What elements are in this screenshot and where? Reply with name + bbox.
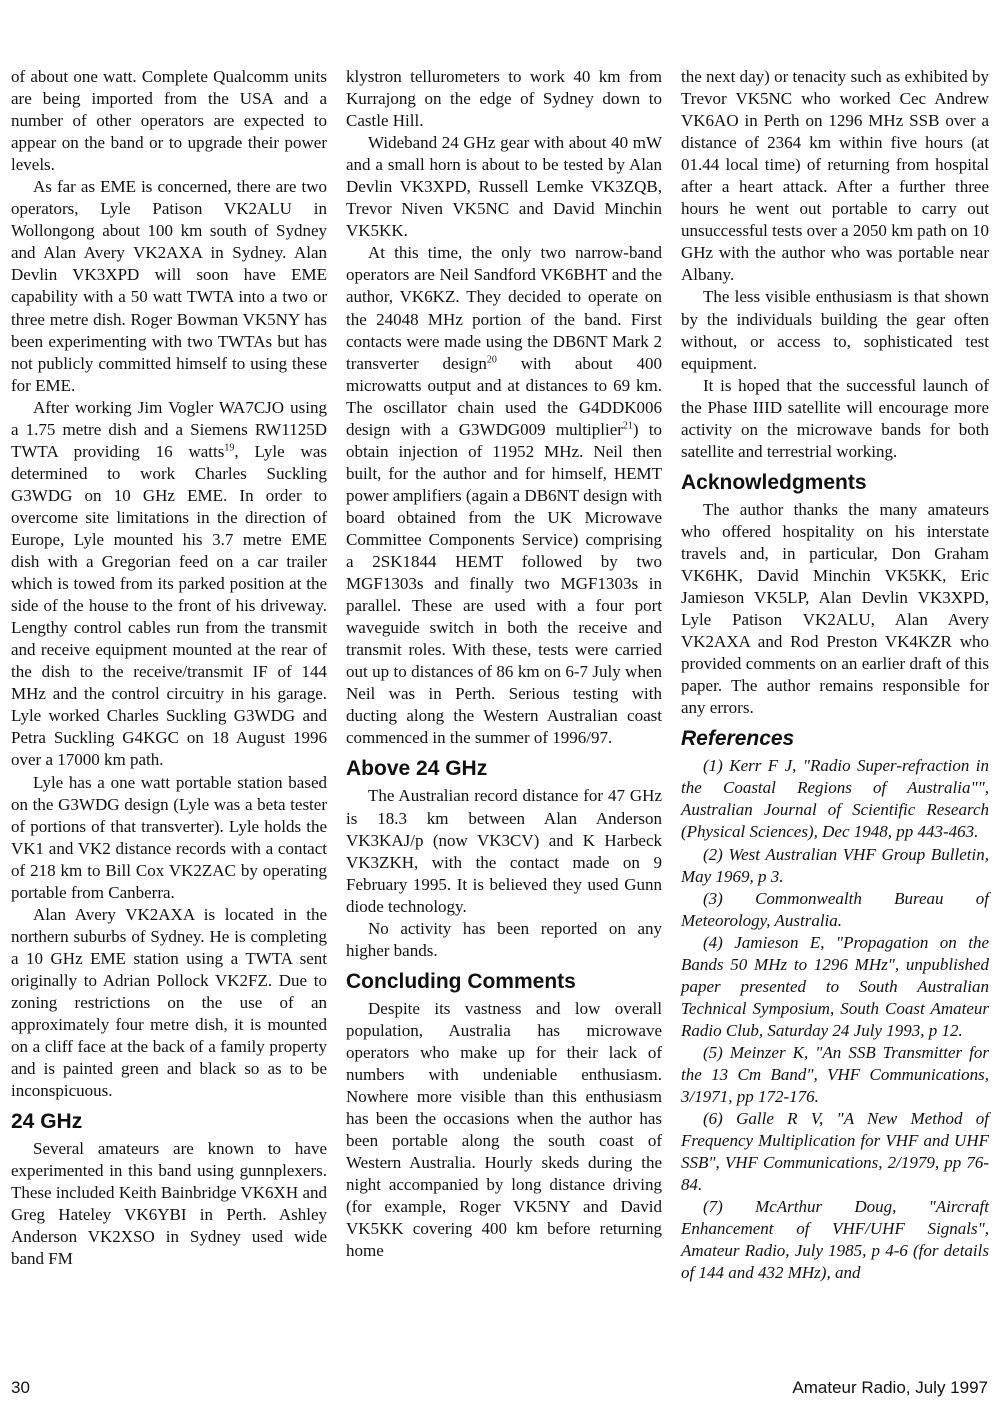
paragraph: Lyle has a one watt portable station based on the G3WDG design (Lyle was a beta tester of portions of that transverter). Lyle holds the VK1 and VK2 distance records with a contact of 218 km to Bill Cox VK2ZAC by operating portable from Canberra. bbox=[11, 772, 327, 902]
paragraph: The Australian record distance for 47 GHz is 18.3 km between Alan Anderson VK3KAJ/p (now VK3CV) and K Harbeck VK3ZKH, with the contact made on 9 February 1995. It is believed they used Gunn diode technology. bbox=[346, 786, 662, 916]
reference-item: (2) West Australian VHF Group Bulletin, May 1969, p 3. bbox=[681, 844, 989, 886]
text-run: , Lyle was determined to work Charles Suckling G3WDG on 10 GHz EME. In order to overcome site limitations in the direction of Europe, Lyle mounted his 3.7 metre EME dish with a Gregorian feed on a car trailer which is towed from its parked position at the side of the house to the front of his driveway. Lengthy control cables run from the transmit and receive equipment mounted at the rear of the dish to the receive/transmit IF of 144 MHz and the control circuitry in his garage. Lyle worked Charles Suckling G3WDG and Petra Suckling G4KGC on 18 August 1996 over a 17000 km path. bbox=[11, 441, 327, 770]
paragraph bbox=[346, 242, 662, 749]
page-number: 30 bbox=[11, 1378, 30, 1397]
section-heading: References bbox=[681, 727, 795, 751]
column-3 bbox=[681, 66, 989, 1284]
reference-item: (6) Galle R V, "A New Method of Frequency Multiplication for VHF and UHF SSB", VHF Communications, 2/1979, pp 76-84. bbox=[681, 1109, 989, 1195]
publication-info: Amateur Radio, July 1997 bbox=[792, 1378, 988, 1397]
paragraph: As far as EME is concerned, there are two operators, Lyle Patison VK2ALU in Wollongong about 100 km south of Sydney and Alan Avery VK2AXA in Sydney. Alan Devlin VK3XPD will soon have EME capability with a 50 watt TWTA into a two or three metre dish. Roger Bowman VK5NY has been experimenting with two TWTAs but has not publicly committed himself to using these for EME. bbox=[11, 177, 327, 395]
paragraph: of about one watt. Complete Qualcomm units are being imported from the USA and a number of other operators are expected to appear on the band or to upgrade their power levels. bbox=[11, 67, 327, 175]
paragraph: the next day) or tenacity such as exhibited by Trevor VK5NC who worked Cec Andrew VK6AO in Perth on 1296 MHz SSB over a distance of 2364 km within five hours (at 01.44 local time) of returning from hospital after a heart attack. After a further three hours he went out portable to carry out unsuccessful tests over a 2050 km path on 10 GHz with the author who was portable near Albany. bbox=[681, 67, 989, 285]
paragraph bbox=[11, 397, 327, 772]
section-heading: Acknowledgments bbox=[681, 470, 867, 494]
paragraph: No activity has been reported on any higher bands. bbox=[346, 918, 662, 960]
column-2 bbox=[346, 66, 662, 1262]
paragraph: Despite its vastness and low overall population, Australia has microwave operators who make up for their lack of numbers with undeniable enthusiasm. Nowhere more visible than this enthusiasm has been the occasions when the author has been portable along the south coast of Western Australia. Hourly skeds during the night accompanied by long distance driving (for example, Roger VK5NY and David VK5KK covering 400 km before returning home bbox=[346, 998, 662, 1261]
reference-item: (1) Kerr F J, "Radio Super-refraction in the Coastal Regions of Australia"", Australian Journal of Scientific Research (Physical Sciences), Dec 1948, pp 443-463. bbox=[681, 756, 989, 842]
section-heading: Concluding Comments bbox=[346, 969, 576, 993]
paragraph: Alan Avery VK2AXA is located in the northern suburbs of Sydney. He is completing a 10 GHz EME station using a TWTA sent originally to Adrian Pollock VK2FZ. Due to zoning restrictions on the use of an approximately four metre dish, it is mounted on a cliff face at the back of a family property and is painted green and black so as to be inconspicuous. bbox=[11, 904, 327, 1101]
text-run: At this time, the only two narrow-band operators are Neil Sandford VK6BHT and the author, VK6KZ. They decided to operate on the 24048 MHz portion of the band. First contacts were made using the DB6NT Mark 2 transverter design bbox=[346, 243, 662, 373]
reference-item: (5) Meinzer K, "An SSB Transmitter for the 13 Cm Band", VHF Communications, 3/1971, pp 172-176. bbox=[681, 1042, 989, 1107]
paragraph: klystron tellurometers to work 40 km from Kurrajong on the edge of Sydney down to Castle Hill. bbox=[346, 67, 662, 131]
footnote-ref: 19 bbox=[224, 442, 235, 454]
section-heading: 24 GHz bbox=[11, 1110, 83, 1134]
paragraph: Wideband 24 GHz gear with about 40 mW and a small horn is about to be tested by Alan Devlin VK3XPD, Russell Lemke VK3ZQB, Trevor Niven VK5NC and David Minchin VK5KK. bbox=[346, 133, 662, 241]
column-1 bbox=[11, 66, 327, 1270]
paragraph: The author thanks the many amateurs who offered hospitality on his interstate travels and, in particular, Don Graham VK6HK, David Minchin VK5KK, Eric Jamieson VK5LP, Alan Devlin VK3XPD, Lyle Patison VK2ALU, Alan Avery VK2AXA and Rod Preston VK4KZR who provided comments on an earlier draft of this paper. The author remains responsible for any errors. bbox=[681, 499, 989, 718]
footnote-ref: 21 bbox=[622, 420, 633, 432]
text-run: After working Jim Vogler WA7CJO using a 1.75 metre dish and a Siemens RW1125D TWTA providing 16 watts bbox=[11, 397, 327, 461]
reference-item: (7) McArthur Doug, "Aircraft Enhancement of VHF/UHF Signals", Amateur Radio, July 1985, p 4-6 (for details of 144 and 432 MHz), and bbox=[681, 1197, 989, 1283]
paragraph: It is hoped that the successful launch of the Phase IIID satellite will encourage more activity on the microwave bands for both satellite and terrestrial working. bbox=[681, 375, 989, 461]
paragraph: The less visible enthusiasm is that shown by the individuals building the gear often without, or access to, sophisticated test equipment. bbox=[681, 287, 989, 373]
paragraph: Several amateurs are known to have experimented in this band using gunnplexers. These included Keith Bainbridge VK6XH and Greg Hateley VK6YBI in Perth. Ashley Anderson VK2XSO in Sydney used wide band FM bbox=[11, 1139, 327, 1269]
reference-item: (4) Jamieson E, "Propagation on the Bands 50 MHz to 1296 MHz", unpublished paper presented to South Australian Technical Symposium, South Coast Amateur Radio Club, Saturday 24 July 1993, p 12. bbox=[681, 932, 989, 1040]
reference-item: (3) Commonwealth Bureau of Meteorology, Australia. bbox=[681, 888, 989, 930]
text-run: ) to obtain injection of 11952 MHz. Neil then built, for the author and for himself, HEMT power amplifiers (again a DB6NT design with board obtained from the UK Microwave Committee Components Service) comprising a 2SK1844 HEMT followed by two MGF1303s and finally two MGF1303s in parallel. These are used with a four port waveguide switch in both the receive and transmit roles. With these, tests were carried out up to distances of 86 km on 6-7 July when Neil was in Perth. Serious testing with ducting along the Western Australian coast commenced in the summer of 1996/97. bbox=[346, 419, 663, 748]
text-run: with about 400 microwatts output and at distances to 69 km. The oscillator chain used the G4DDK006 design with a G3WDG009 multiplier bbox=[346, 353, 662, 439]
footnote-ref: 20 bbox=[486, 353, 497, 365]
section-heading: Above 24 GHz bbox=[346, 757, 488, 781]
